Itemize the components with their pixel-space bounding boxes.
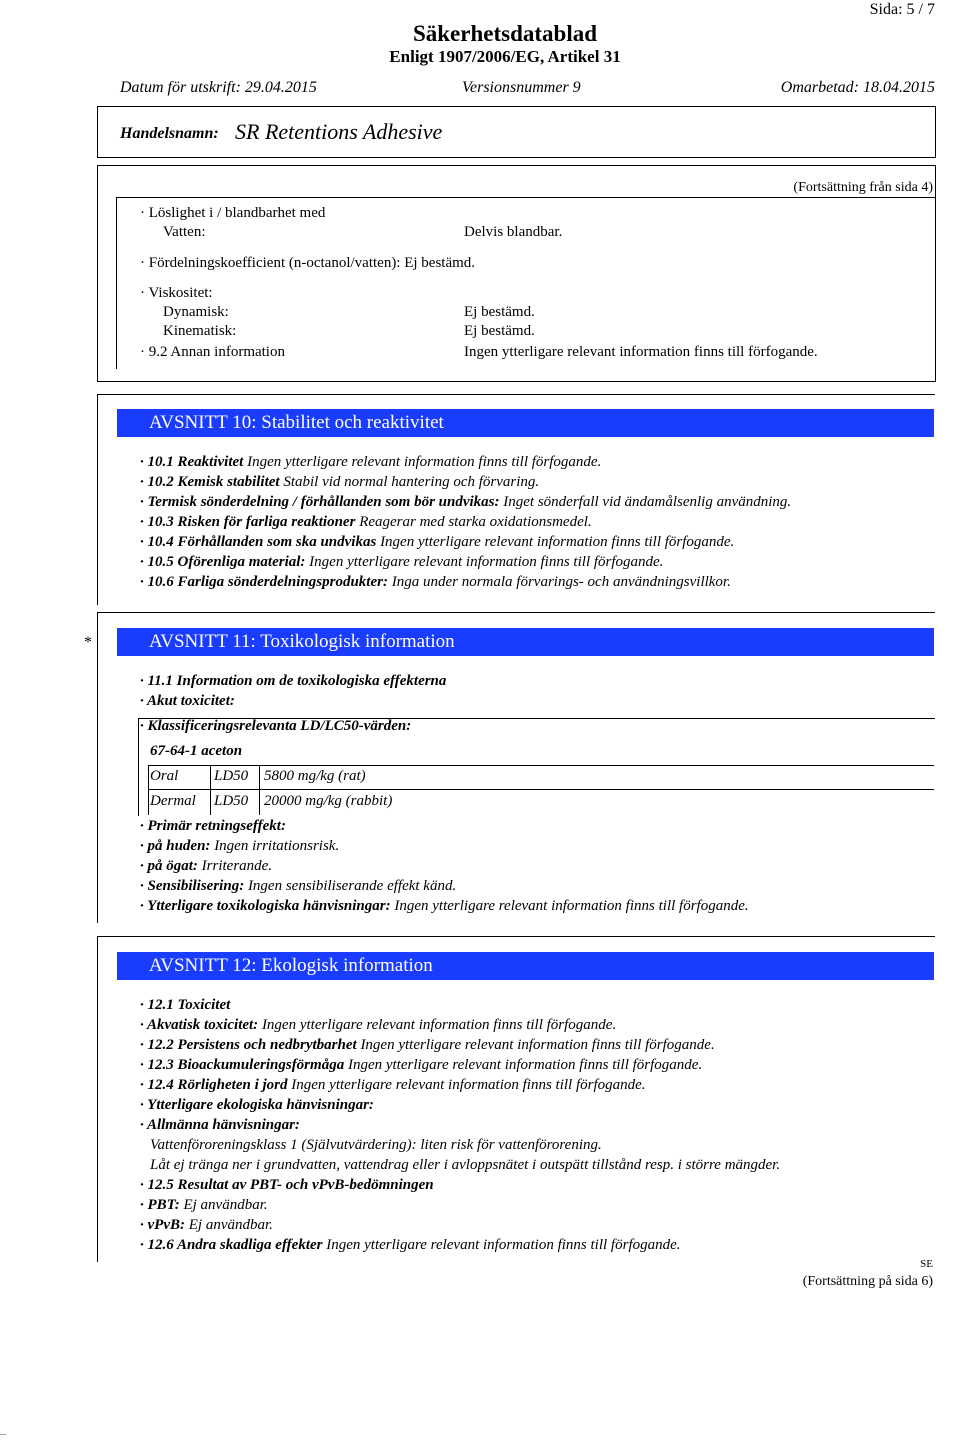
- s11-info-heading: · 11.1 Information om de toxikologiska effekterna: [140, 673, 447, 689]
- other-info-label: · 9.2 Annan information: [140, 344, 285, 360]
- ld-table-col2-line: [259, 765, 260, 815]
- s12-line-1: · 12.1 Toxicitet: [140, 997, 231, 1013]
- ld-table-mid-line: [148, 789, 934, 790]
- ld-row-1-route: Oral: [150, 768, 179, 784]
- other-info-value: Ingen ytterligare relevant information finns till förfogande.: [464, 344, 818, 360]
- ld-row-1-type: LD50: [214, 768, 249, 784]
- s10-line-5: · 10.4 Förhållanden som ska undvikas Ingen ytterligare relevant information finns till förfogande.: [140, 534, 735, 550]
- s11-line-1: · Primär retningseffekt:: [140, 818, 286, 834]
- s12-line-11: · 12.6 Andra skadliga effekter Ingen ytterligare relevant information finns till förfogande.: [140, 1237, 681, 1253]
- trade-name-label: Handelsnamn:: [120, 125, 219, 142]
- language-code: SE: [920, 1258, 933, 1270]
- ld-table-left-line: [148, 765, 149, 815]
- dynamic-label: Dynamisk:: [163, 304, 229, 320]
- s12-line-5: · 12.4 Rörligheten i jord Ingen ytterligare relevant information finns till förfogande.: [140, 1077, 646, 1093]
- s12-line-9: · PBT: Ej användbar.: [140, 1197, 268, 1213]
- s11-line-4: · Sensibilisering: Ingen sensibiliserande effekt känd.: [140, 878, 457, 894]
- s12-general-text-2: Låt ej tränga ner i grundvatten, vattendrag eller i avloppsnätet i outspätt tillstånd resp. i större mängder.: [150, 1157, 781, 1173]
- s12-line-8: · 12.5 Resultat av PBT- och vPvB-bedömningen: [140, 1177, 434, 1193]
- ld-row-1-value: 5800 mg/kg (rat): [264, 768, 366, 784]
- water-label: Vatten:: [163, 224, 206, 240]
- solubility-label: · Löslighet i / blandbarhet med: [140, 205, 326, 221]
- s10-line-2: · 10.2 Kemisk stabilitet Stabil vid normal hantering och förvaring.: [140, 474, 540, 490]
- dynamic-value: Ej bestämd.: [464, 304, 535, 320]
- s10-line-1: · 10.1 Reaktivitet Ingen ytterligare relevant information finns till förfogande.: [140, 454, 602, 470]
- section-11-title: AVSNITT 11: Toxikologisk information: [149, 631, 455, 652]
- s11-line-2: · på huden: Ingen irritationsrisk.: [140, 838, 340, 854]
- section-11-header: [117, 628, 934, 656]
- s12-line-3: · 12.2 Persistens och nedbrytbarhet Ingen ytterligare relevant information finns till förfogande.: [140, 1037, 715, 1053]
- trade-name-box: [97, 106, 936, 158]
- document-subtitle: Enligt 1907/2006/EG, Artikel 31: [389, 47, 621, 66]
- water-value: Delvis blandbar.: [464, 224, 563, 240]
- document-title: Säkerhetsdatablad: [412, 21, 598, 46]
- section-10-header: [117, 409, 934, 437]
- s10-line-7: · 10.6 Farliga sönderdelningsprodukter: Inga under normala förvarings- och användningsvillkor.: [140, 574, 731, 590]
- viscosity-label: · Viskositet:: [140, 285, 213, 301]
- kinematic-label: Kinematisk:: [163, 323, 237, 339]
- s11-line-5: · Ytterligare toxikologiska hänvisningar: Ingen ytterligare relevant information finns till förfogande.: [140, 898, 749, 914]
- revised-date: Omarbetad: 18.04.2015: [780, 79, 935, 96]
- version-number: Versionsnummer 9: [462, 79, 581, 96]
- trade-name: SR Retentions Adhesive: [235, 119, 443, 144]
- kinematic-value: Ej bestämd.: [464, 323, 535, 339]
- page-number: Sida: 5 / 7: [869, 1, 935, 18]
- continued-to: (Fortsättning på sida 6): [802, 1274, 933, 1289]
- s12-line-4: · 12.3 Bioackumuleringsförmåga Ingen ytterligare relevant information finns till förfogande.: [140, 1057, 703, 1073]
- s12-line-2: · Akvatisk toxicitet: Ingen ytterligare relevant information finns till förfogande.: [140, 1017, 617, 1033]
- ld-row-2-type: LD50: [214, 793, 249, 809]
- ld-heading: · Klassificeringsrelevanta LD/LC50-värden:: [140, 718, 412, 734]
- ld-table-col1-line: [210, 765, 211, 815]
- print-date: Datum för utskrift: 29.04.2015: [120, 79, 317, 96]
- section-12-header: [117, 952, 934, 980]
- s12-line-10: · vPvB: Ej användbar.: [140, 1217, 273, 1233]
- s12-line-6: · Ytterligare ekologiska hänvisningar:: [140, 1097, 374, 1113]
- s10-line-3: · Termisk sönderdelning / förhållanden som bör undvikas: Inget sönderfall vid ändamålsenlig användning.: [140, 494, 792, 510]
- s10-line-4: · 10.3 Risken för farliga reaktioner Reagerar med starka oxidationsmedel.: [140, 514, 592, 530]
- s12-general-text-1: Vattenföroreningsklass 1 (Självutvärdering): liten risk för vattenförorening.: [150, 1137, 602, 1153]
- section-10-title: AVSNITT 10: Stabilitet och reaktivitet: [149, 412, 444, 433]
- ld-substance: 67-64-1 aceton: [150, 743, 243, 759]
- s11-acute-label: · Akut toxicitet:: [140, 693, 235, 709]
- section-12-title: AVSNITT 12: Ekologisk information: [149, 955, 433, 976]
- corner-mark: ...: [0, 1428, 6, 1437]
- continued-from: (Fortsättning från sida 4): [793, 180, 933, 195]
- change-marker: *: [84, 634, 92, 651]
- partition-coefficient: · Fördelningskoefficient (n-octanol/vatten): Ej bestämd.: [140, 255, 476, 271]
- s10-line-6: · 10.5 Oförenliga material: Ingen ytterligare relevant information finns till förfogande.: [140, 554, 664, 570]
- ld-row-2-route: Dermal: [150, 793, 196, 809]
- s12-line-7: · Allmänna hänvisningar:: [140, 1117, 300, 1133]
- ld-row-2-value: 20000 mg/kg (rabbit): [264, 793, 393, 809]
- s11-line-3: · på ögat: Irriterande.: [140, 858, 273, 874]
